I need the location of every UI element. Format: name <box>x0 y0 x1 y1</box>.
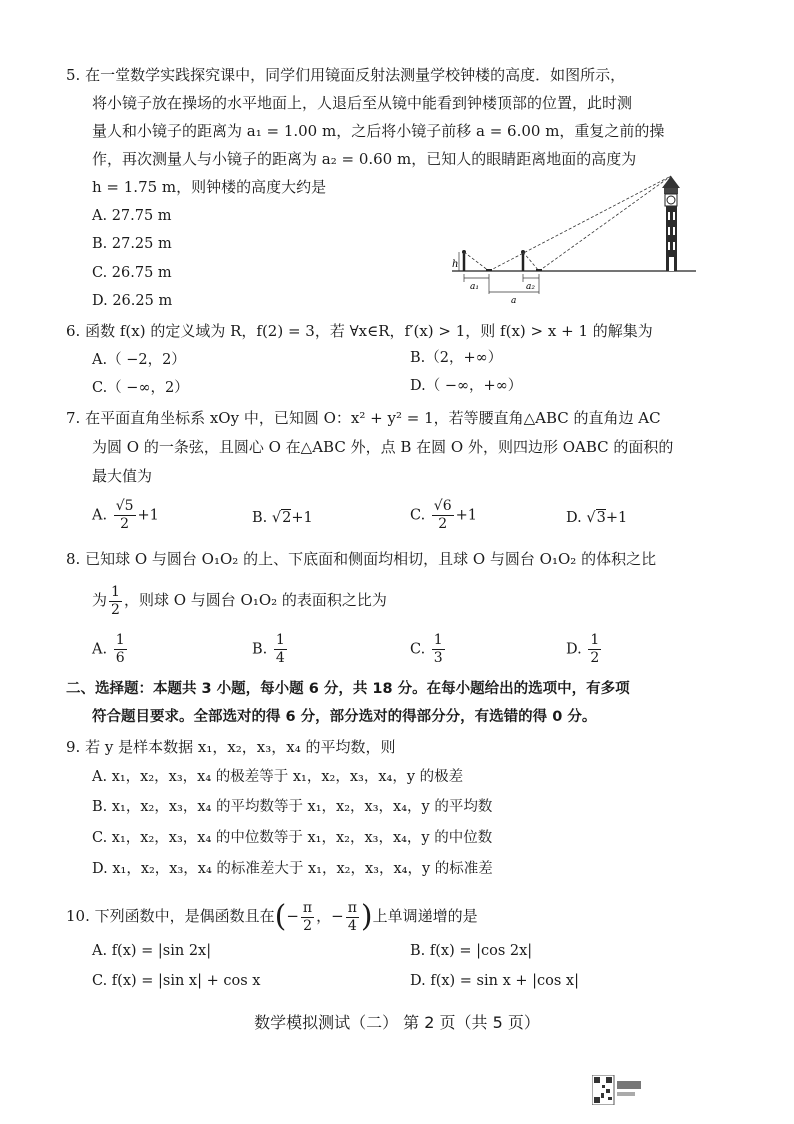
q8-option-a: A. $\frac{1}{6}$ <box>92 632 125 666</box>
q9-option-c: C. x₁，x₂，x₃，x₄ 的中位数等于 x₁，x₂，x₃，x₄，y 的中位数 <box>92 830 493 846</box>
q9-option-b: B. x₁，x₂，x₃，x₄ 的平均数等于 x₁，x₂，x₃，x₄，y 的平均数 <box>92 799 493 815</box>
q9-option-a: A. x₁，x₂，x₃，x₄ 的极差等于 x₁，x₂，x₃，x₄，y 的极差 <box>92 769 464 785</box>
q6-option-a: A.（ −2，2） <box>92 352 186 368</box>
q7-option-d: D. √3+1 <box>566 510 628 526</box>
q6-option-d: D.（ −∞，+∞） <box>410 378 523 394</box>
q10-option-d: D. f(x) = sin x + |cos x| <box>410 973 579 989</box>
qr-code-logo <box>592 1075 644 1105</box>
q7-option-c: C. $\frac{√6}{2}$ +1 <box>410 498 477 532</box>
q5-line-2: 将小镜子放在操场的水平地面上，人退后至从镜中能看到钟楼顶部的位置，此时测 <box>92 94 633 112</box>
q5-option-a: A. 27.75 m <box>92 208 172 224</box>
q7-line-1: 7. 在平面直角坐标系 xOy 中，已知圆 O：x² + y² = 1，若等腰直角△ABC 的直角边 AC <box>66 409 661 427</box>
clock-tower-figure <box>448 172 700 312</box>
q5-option-c: C. 26.75 m <box>92 265 172 281</box>
q9-stem: 9. 若 y 是样本数据 x₁，x₂，x₃，x₄ 的平均数，则 <box>66 738 396 756</box>
q5-line-3: 量人和小镜子的距离为 a₁ = 1.00 m，之后将小镜子前移 a = 6.00 m，重复之前的操 <box>92 122 665 140</box>
section-2-line-1: 二、选择题：本题共 3 小题，每小题 6 分，共 18 分。在每小题给出的选项中，有多项 <box>66 681 630 697</box>
q8-option-c: C. $\frac{1}{3}$ <box>410 632 443 666</box>
q7-line-3: 最大值为 <box>92 467 153 485</box>
q5-option-b: B. 27.25 m <box>92 236 172 252</box>
section-2-line-2: 符合题目要求。全部选对的得 6 分，部分选对的得部分分，有选错的得 0 分。 <box>92 709 597 725</box>
q8-line-2: 为 $\frac{1}{2}$ ，则球 O 与圆台 O₁O₂ 的表面积之比为 <box>92 583 387 618</box>
q10-option-a: A. f(x) = |sin 2x| <box>92 943 212 959</box>
q7-option-b: B. √2+1 <box>252 510 313 526</box>
page-footer: 数学模拟测试（二） 第 2 页（共 5 页） <box>254 1013 540 1032</box>
q10-option-b: B. f(x) = |cos 2x| <box>410 943 533 959</box>
q8-option-b: B. $\frac{1}{4}$ <box>252 632 285 666</box>
svg-text:a₂: a₂ <box>526 282 535 292</box>
clock-tower <box>662 176 680 271</box>
q6-stem: 6. 函数 f(x) 的定义域为 R，f(2) = 3，若 ∀x∈R，f′(x) > 1，则 f(x) > x + 1 的解集为 <box>66 322 653 340</box>
q8-line-1: 8. 已知球 O 与圆台 O₁O₂ 的上、下底面和侧面均相切，且球 O 与圆台 O₁O₂ 的体积之比 <box>66 550 657 568</box>
q7-line-2: 为圆 O 的一条弦，且圆心 O 在△ABC 外，点 B 在圆 O 外，则四边形 OABC 的面积的 <box>92 438 674 456</box>
q6-option-c: C.（ −∞，2） <box>92 380 189 396</box>
q10-stem: 10. 下列函数中，是偶函数且在(− $\frac{\pi}{2}$ ，− $\frac{\pi}{4}$ )上单调递增的是 <box>66 899 478 934</box>
q6-option-b: B.（2，+∞） <box>410 350 503 366</box>
q8-option-d: D. $\frac{1}{2}$ <box>566 632 600 666</box>
q7-option-a: A. $\frac{√5}{2}$ +1 <box>92 498 159 532</box>
svg-text:a₁: a₁ <box>470 282 479 292</box>
svg-text:h: h <box>452 259 459 270</box>
q5-line-5: h = 1.75 m，则钟楼的高度大约是 <box>92 178 327 196</box>
q9-option-d: D. x₁，x₂，x₃，x₄ 的标准差大于 x₁，x₂，x₃，x₄，y 的标准差 <box>92 861 493 877</box>
svg-text:a: a <box>511 296 517 306</box>
q5-line-4: 作，再次测量人与小镜子的距离为 a₂ = 0.60 m，已知人的眼睛距离地面的高度为 <box>92 150 637 168</box>
q5-line-1: 5. 在一堂数学实践探究课中，同学们用镜面反射法测量学校钟楼的高度．如图所示， <box>66 66 626 84</box>
q5-option-d: D. 26.25 m <box>92 293 173 309</box>
q10-option-c: C. f(x) = |sin x| + cos x <box>92 973 261 989</box>
